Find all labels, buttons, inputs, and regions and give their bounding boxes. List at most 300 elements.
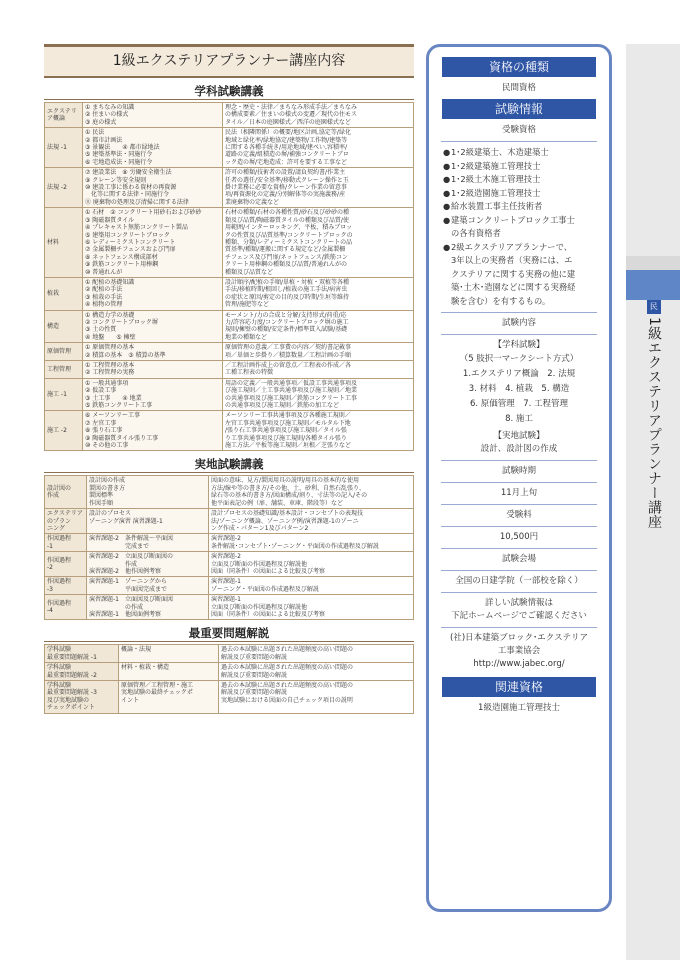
row-description bbox=[209, 552, 414, 577]
row-description-text: 民法（相隣関係）の概要/地区計画,協定等/緑化 bbox=[225, 129, 351, 137]
row-description-text: 解説及び重要問題の解説 bbox=[221, 689, 288, 697]
row-heading-text: ニング bbox=[47, 524, 65, 532]
juken-list bbox=[443, 146, 603, 308]
jiki-value: 11月上旬 bbox=[500, 488, 538, 498]
row-item-text: の作成 bbox=[89, 603, 144, 611]
juken-item-text: 2級エクステリアプランナーで、 bbox=[451, 241, 573, 252]
row-heading-text: 施工 -1 bbox=[47, 390, 67, 398]
row-heading bbox=[45, 168, 83, 208]
table-row bbox=[45, 534, 414, 552]
row-heading bbox=[45, 411, 83, 451]
divider bbox=[441, 548, 597, 549]
juken-item-text: 1･2級造園施工管理技士 bbox=[451, 187, 541, 198]
detail-note-line: 下記ホームページでご確認ください bbox=[451, 611, 587, 621]
gakka-section-title: 学科試験講義 bbox=[44, 84, 414, 100]
row-description-text: の症状と原因/剪定の目的及び時期/生垣等維持 bbox=[225, 293, 350, 301]
mondai-section-title: 最重要問題解説 bbox=[44, 626, 414, 642]
row-item-text: ⑧ ネットフェンス構成部材 bbox=[85, 253, 158, 261]
row-heading bbox=[45, 476, 87, 509]
row-description-text: 立面及び断面の作図過程及び解説他 bbox=[211, 603, 308, 611]
jitchi-table bbox=[44, 475, 414, 620]
row-description-text: メーソンリー工事共通事項及び各種施工規則／ bbox=[225, 412, 351, 420]
row-item-text: ⑤ 建築用コンクリートブロック bbox=[85, 231, 170, 239]
row-item-text: ⑦ 左官工事 bbox=[85, 419, 117, 427]
juken-item-text: 築･土木･造園などに関する実務経 bbox=[451, 282, 576, 292]
table-row bbox=[45, 681, 414, 714]
row-items bbox=[83, 378, 223, 411]
course-content-panel bbox=[44, 44, 414, 714]
row-item-text: 平面図完成まで bbox=[89, 585, 168, 593]
table-row bbox=[45, 476, 414, 509]
divider bbox=[441, 460, 597, 461]
organization-info bbox=[429, 632, 609, 671]
row-items bbox=[83, 103, 223, 128]
row-description-text: 石材の種類/石材の各種性質/砂石及び砂砂の種 bbox=[225, 209, 350, 217]
kaijo-value: 全国の日建学院（一部校を除く） bbox=[455, 576, 583, 586]
row-item-text: ④ 地盤 ⑤ 擁壁 bbox=[85, 333, 136, 341]
row-items bbox=[83, 277, 223, 310]
row-description-text: 規則/擁壁の種類/安定条件/標準貫入試験/基礎 bbox=[225, 326, 348, 334]
row-item-text: ③ 植栽の手法 bbox=[85, 293, 123, 301]
organization-line: 工事業協会 bbox=[497, 646, 541, 656]
row-description bbox=[209, 509, 414, 534]
row-heading-text: 工程管理 bbox=[47, 365, 72, 373]
row-heading bbox=[45, 534, 87, 552]
row-heading-text: 原価管理 bbox=[47, 347, 72, 355]
row-heading-text: -1 bbox=[47, 542, 53, 550]
row-items bbox=[83, 168, 223, 208]
side-tab-text: 1級エクステリアプランナー講座 bbox=[646, 317, 662, 530]
row-items bbox=[83, 208, 223, 278]
juken-item-text: 給水装置工事主任技術者 bbox=[451, 201, 543, 211]
bullet-icon: ● bbox=[443, 174, 451, 184]
gakka-exam-line: （5 肢択一マークシート方式） bbox=[459, 354, 579, 364]
row-description-text: 質基準/種類/運搬に関する規定など/金属製柵 bbox=[225, 246, 346, 254]
divider bbox=[441, 141, 597, 142]
row-item-text: ⑥ 宅地造成法・同施行令 bbox=[85, 158, 153, 166]
row-items bbox=[119, 645, 219, 663]
row-item-text: 化等に関する法律・同施行令 bbox=[85, 191, 170, 199]
row-description-text: タイル／日本の庭園様式／西洋の庭園様式など bbox=[225, 118, 351, 126]
row-description-text: 理念・歴史・法律／まちなみ形成手法／まちなみ bbox=[225, 104, 358, 111]
row-items bbox=[119, 663, 219, 681]
row-item-text: ② 仮設工事 bbox=[85, 387, 117, 395]
row-description-text: 手法/移植時期/根回し/植栽の施工手法/病害虫 bbox=[225, 286, 348, 294]
row-description-text: ング作成・パターン1及びパターン2 bbox=[211, 524, 309, 532]
row-item-text: 演習課題-1 立面図及び断面図 bbox=[89, 596, 173, 604]
row-description-text: 種類及び品質など bbox=[225, 268, 274, 276]
table-row bbox=[45, 378, 414, 411]
row-heading-text: エクステリア概論 bbox=[47, 107, 77, 123]
juken-item-text: 験を含む）を有するもの。 bbox=[451, 295, 551, 306]
table-row bbox=[45, 411, 414, 451]
row-heading bbox=[45, 509, 87, 534]
table-row bbox=[45, 343, 414, 361]
divider bbox=[441, 504, 597, 505]
juken-item-text: 1･2級土木施工管理技士 bbox=[451, 174, 541, 184]
detail-note bbox=[429, 597, 609, 623]
juken-item-text: 3年以上の実務者（実務には、エ bbox=[451, 255, 573, 265]
ryo-value: 10,500円 bbox=[499, 532, 539, 542]
row-description-text: 項／単価と歩掛り／積算数量／工程計画の手順 bbox=[225, 351, 352, 359]
row-items bbox=[87, 534, 209, 552]
row-heading-text: 法規 -2 bbox=[47, 184, 67, 192]
row-description-text: 過去の本試験に出題された出題頻度の高い問題の bbox=[221, 682, 354, 689]
row-item-text: ⑤ 建築基準法・同施行令 bbox=[85, 151, 153, 159]
gakka-exam-line: 8. 施工 bbox=[505, 414, 533, 424]
row-item-text: 設計図の作成 bbox=[89, 477, 126, 485]
kanren-heading: 関連資格 bbox=[442, 677, 596, 697]
row-description bbox=[209, 577, 414, 595]
table-row bbox=[45, 208, 414, 278]
row-description-text: 演習課題-1 bbox=[211, 578, 241, 586]
row-items bbox=[83, 128, 223, 168]
row-item-text: ⑩ 普通れんが bbox=[85, 268, 123, 276]
juken-item-text: 1･2級建築士、木造建築士 bbox=[451, 147, 549, 157]
row-items bbox=[87, 595, 209, 620]
row-description-text: 解説及び重要問題の解説 bbox=[221, 671, 288, 679]
row-item-text: ⑦ 建設業法 ⑧ 労働安全衛生法 bbox=[85, 169, 172, 177]
row-item-text: 演習課題-2 他作図例考察 bbox=[89, 567, 161, 575]
row-heading-text: 材料 bbox=[47, 238, 60, 246]
table-row bbox=[45, 277, 414, 310]
row-heading bbox=[45, 378, 83, 411]
row-heading-text: 作図過程 bbox=[47, 578, 72, 586]
row-item-text: ④ 植物の管理 bbox=[85, 301, 123, 309]
row-description-text: 項/再資源化の定義/分別解体等の実施義務/産 bbox=[225, 191, 346, 199]
row-item-text: ⑨ 陶磁器質タイル張り工事 bbox=[85, 434, 159, 442]
row-item-text: ② 都市計画法 bbox=[85, 136, 123, 144]
row-heading bbox=[45, 208, 83, 278]
row-items bbox=[83, 361, 223, 379]
row-description bbox=[219, 645, 414, 663]
row-description-text: ／工程計画作成上の留意点／工程表の作成／各 bbox=[225, 362, 352, 369]
bullet-icon: ● bbox=[443, 214, 451, 225]
list-item bbox=[443, 146, 603, 160]
table-row bbox=[45, 577, 414, 595]
row-description-text: 立面及び断面の作図過程及び解説他 bbox=[211, 560, 308, 568]
row-heading-text: 法規 -1 bbox=[47, 144, 67, 152]
row-items bbox=[83, 343, 223, 361]
row-item-text: イント bbox=[121, 696, 140, 704]
naiyo-label: 試験内容 bbox=[501, 318, 536, 328]
row-item-text: 演習課題-2 条件解説～平面図 bbox=[89, 535, 173, 543]
row-item-text: 演習課題-1 ゾーニングから bbox=[89, 578, 167, 586]
row-heading-text: 作図過程 bbox=[47, 556, 72, 564]
row-heading bbox=[45, 343, 83, 361]
row-description-text: モーメント/力の合成と分解/支持形式/荷重/応 bbox=[225, 311, 347, 319]
row-description-text: 許可の種類/技術者の設置/請負契約書/作業主 bbox=[225, 169, 346, 177]
mondai-table bbox=[44, 644, 414, 713]
row-description-text: 類及び品質/陶磁器質タイルの種類及び品質/使 bbox=[225, 216, 349, 224]
page-title: 1級エクステリアプランナー講座内容 bbox=[44, 44, 414, 78]
row-heading-text: 学科試験 bbox=[47, 646, 72, 654]
shurui-value: 民間資格 bbox=[501, 83, 536, 93]
gakka-exam-line: 1.エクステリア概論 2. 法規 bbox=[462, 369, 576, 379]
row-description-text: 過去の本試験に出題された出題頻度の高い問題の bbox=[221, 664, 354, 672]
divider bbox=[441, 526, 597, 527]
table-row bbox=[45, 168, 414, 208]
row-heading-text: 最重要問題解説 -3 bbox=[47, 689, 97, 697]
row-description-text: び施工規則／土工事共通事項及び施工規則／地業 bbox=[225, 387, 358, 395]
row-item-text: ② 住まいの様式 bbox=[85, 111, 129, 119]
row-item-text: 演習課題-2 立面及び断面図の bbox=[89, 553, 173, 561]
row-heading bbox=[45, 645, 119, 663]
row-heading-text: -3 bbox=[47, 585, 53, 593]
bullet-icon: ● bbox=[443, 187, 451, 198]
row-description bbox=[223, 103, 414, 128]
table-row bbox=[45, 310, 414, 343]
row-heading-text: 作図過程 bbox=[47, 535, 72, 543]
kaijo-label: 試験会場 bbox=[501, 554, 536, 564]
row-description-text: に関する各種手続き/用途地域/建ぺい,容積率/ bbox=[225, 144, 347, 152]
row-heading-text: のプラン bbox=[47, 517, 72, 525]
row-heading-text: 設計図の bbox=[47, 484, 72, 492]
list-item bbox=[443, 187, 603, 201]
row-item-text: ① 原価管理の基本 bbox=[85, 344, 135, 352]
kanren-value: 1級造園施工管理技士 bbox=[478, 703, 560, 713]
row-description-text: の共通事項及び施工規則／鉄筋の加工など bbox=[225, 402, 340, 410]
row-item-text: 実地試験の最終チェックポ bbox=[121, 689, 193, 697]
side-tab-title bbox=[640, 300, 664, 529]
jiki-label: 試験時期 bbox=[501, 466, 536, 476]
row-heading bbox=[45, 103, 83, 128]
row-heading-text: 作成 bbox=[47, 492, 60, 500]
row-description-text: の共通事項及び施工規則／鉄筋コンクリート工事 bbox=[225, 394, 357, 402]
row-description-text: 図面の意味、見方/製図用具の説明/用具の基本的な使用 bbox=[211, 477, 360, 485]
row-item-text: ⑩ 建設工事に係わる資材の再資源 bbox=[85, 184, 177, 192]
row-item-text: ③ 土の性質 bbox=[85, 326, 117, 334]
row-heading-text: -2 bbox=[47, 564, 53, 572]
gakka-table bbox=[44, 102, 414, 451]
bullet-icon: ● bbox=[443, 147, 451, 157]
row-heading-text: -4 bbox=[47, 607, 53, 615]
organization-line: http://www.jabec.org/ bbox=[473, 659, 565, 669]
row-description-text: 設計プロセスの基礎知識/基本設計・コンセプトの表現技 bbox=[211, 510, 364, 518]
gakka-exam-line: 6. 原価管理 7. 工程管理 bbox=[469, 399, 569, 409]
list-item bbox=[443, 254, 603, 268]
row-item-text: ① 一般共通事項 bbox=[85, 379, 129, 387]
row-item-text: ① 工程管理の基本 bbox=[85, 362, 135, 369]
row-description bbox=[223, 128, 414, 168]
row-item-text: 演習課題-1 他図面例考察 bbox=[89, 610, 161, 618]
row-heading-text: 施工 -2 bbox=[47, 427, 67, 435]
juken-item-text: 1･2級建築施工管理技士 bbox=[451, 160, 541, 171]
row-heading-text: 最重要問題解説 -1 bbox=[47, 653, 97, 661]
row-item-text: 原価管理／工程管理・施工 bbox=[121, 682, 194, 689]
gakka-exam-label: 【学科試験】 bbox=[493, 340, 545, 350]
row-item-text: ① 構造力学の基礎 bbox=[85, 311, 135, 319]
row-item-text: ⑨ クレーン等安全規則 bbox=[85, 176, 147, 184]
min-mark: 民 bbox=[647, 300, 661, 314]
row-description-text: 図面（同条件）の図面による比較及び考察 bbox=[211, 567, 326, 575]
joho-heading: 試験情報 bbox=[442, 99, 596, 119]
row-item-text: ③ 景観法 ④ 都市緑地法 bbox=[85, 144, 160, 152]
row-description bbox=[223, 411, 414, 451]
row-item-text: ⑩ その他の工事 bbox=[85, 442, 129, 450]
row-item-text: 作図手順 bbox=[89, 499, 114, 507]
row-heading bbox=[45, 595, 87, 620]
juken-item-text: クステリアに関する実務の他に建 bbox=[451, 268, 576, 279]
row-description bbox=[219, 681, 414, 714]
row-item-text: 作成 bbox=[89, 560, 138, 568]
row-description bbox=[223, 208, 414, 278]
list-item bbox=[443, 173, 603, 187]
row-item-text: 設計のプロセス bbox=[89, 510, 132, 518]
divider bbox=[441, 570, 597, 571]
row-item-text: ⑤ 鉄筋コンクリート工事 bbox=[85, 402, 153, 410]
row-item-text: ③ 陶磁器質タイル bbox=[85, 216, 135, 224]
table-row bbox=[45, 595, 414, 620]
row-item-text: 概論・法規 bbox=[121, 646, 152, 654]
row-heading-text: 学科試験 bbox=[47, 682, 72, 689]
row-description-text: 演習課題-1 bbox=[211, 596, 241, 604]
divider bbox=[441, 592, 597, 593]
row-items bbox=[87, 509, 209, 534]
list-item bbox=[443, 160, 603, 174]
row-description bbox=[209, 595, 414, 620]
row-description bbox=[223, 168, 414, 208]
row-description-text: ック造の塀/宅地造成：許可を要する工事など bbox=[225, 158, 348, 166]
row-description-text: 管理/施肥等など bbox=[225, 301, 270, 309]
row-heading bbox=[45, 128, 83, 168]
divider bbox=[441, 482, 597, 483]
row-item-text: 製図標準 bbox=[89, 492, 114, 500]
side-tab-separator bbox=[626, 256, 680, 270]
row-item-text: ① 石材 ② コンクリート用砂石および砂砂 bbox=[85, 209, 202, 217]
bullet-icon: ● bbox=[443, 201, 451, 211]
row-description-text: り工事共通事項及び施工規則/各種タイル張り bbox=[225, 434, 347, 442]
row-description-text: 方法/線や等の書き方/その他、土、砂利、自然石乱張り、 bbox=[211, 484, 366, 492]
row-item-text: 完成まで bbox=[89, 542, 150, 550]
divider bbox=[441, 312, 597, 313]
row-description-text: チフェンス及び門扉/ネットフェンス/鉄筋コン bbox=[225, 253, 348, 261]
ryo-label: 受験料 bbox=[506, 510, 532, 520]
table-row bbox=[45, 361, 414, 379]
row-description-text: 他平面表記の例（扉、舗装、車庫、階段等）など bbox=[211, 499, 344, 507]
row-heading bbox=[45, 361, 83, 379]
row-description-text: クリート用棒鋼の種類及び品質/普通れんがの bbox=[225, 261, 348, 269]
row-item-text: ① 配植の基礎知識 bbox=[85, 278, 135, 286]
row-description-text: 種類、分類/レディーミクストコンクリートの品 bbox=[225, 238, 353, 246]
organization-line: (社)日本建築ブロック･エクステリア bbox=[450, 633, 588, 643]
row-description-text: クの性質及び品質基準/コンクリートブロックの bbox=[225, 231, 353, 239]
list-item bbox=[443, 281, 603, 295]
row-description bbox=[219, 663, 414, 681]
row-description-text: 地域と緑化率/緑地協定/建築物/工作物/建築等 bbox=[225, 136, 348, 144]
side-tab-upper bbox=[626, 44, 680, 256]
row-item-text: ⑥ レディーミクストコンクリート bbox=[85, 238, 176, 246]
gakka-exam-line: 3. 材料 4. 植栽 5. 構造 bbox=[468, 384, 570, 394]
row-item-text: ① まちなみの知識 bbox=[85, 104, 135, 111]
row-item-text: ② 工程管理の実務 bbox=[85, 369, 135, 377]
divider bbox=[441, 334, 597, 335]
side-tab-accent bbox=[626, 270, 680, 300]
row-description bbox=[223, 343, 414, 361]
row-heading bbox=[45, 277, 83, 310]
row-heading-text: 学科試験 bbox=[47, 664, 72, 672]
juken-item-text: 建築コンクリートブロック工事士 bbox=[451, 214, 575, 225]
list-item bbox=[443, 200, 603, 214]
row-description bbox=[223, 277, 414, 310]
table-row bbox=[45, 509, 414, 534]
table-row bbox=[45, 128, 414, 168]
row-description-text: 工種工程表の特徴 bbox=[225, 369, 274, 377]
table-row bbox=[45, 663, 414, 681]
row-item-text: ② コンクリートブロック塀 bbox=[85, 318, 158, 326]
jitchi-exam-label: 【実地試験】 bbox=[493, 431, 545, 441]
row-description-text: 業廃棄物の定義など bbox=[225, 198, 280, 206]
row-item-text: ④ プレキャスト無筋コンクリート製品 bbox=[85, 224, 188, 232]
row-heading bbox=[45, 552, 87, 577]
row-description-text: 実地試験における図面の自己チェック項目の説明 bbox=[221, 696, 353, 704]
row-description-text: 道路の定義/組積造の塀/補強コンクリートブロ bbox=[225, 151, 349, 159]
bullet-icon: ● bbox=[443, 160, 451, 171]
row-description-text: 図面（同条件）の図面による比較及び考察 bbox=[211, 610, 326, 618]
row-heading-text: チェックポイント bbox=[47, 704, 95, 712]
row-description-text: 力/許容応力度/コンクリートブロック塀の施工 bbox=[225, 318, 349, 326]
row-description-text: 緑石等の基本的書き方/図面構成/割り、寸法等の記入/その bbox=[211, 492, 368, 500]
row-item-text: ⑪ 廃棄物の処理及び清掃に関する法律 bbox=[85, 198, 189, 206]
row-heading-text: 最重要問題解説 -2 bbox=[47, 671, 97, 679]
row-heading-text: エクステリア bbox=[47, 510, 83, 518]
row-description-text: 演習課題-2 bbox=[211, 553, 241, 561]
row-description-text: 演習課題-2 bbox=[211, 535, 241, 543]
row-heading-text: 植栽 bbox=[47, 290, 60, 298]
detail-note-line: 詳しい試験情報は bbox=[484, 598, 553, 608]
jitchi-exam-value: 設計、設計図の作成 bbox=[480, 444, 558, 454]
row-items bbox=[119, 681, 219, 714]
row-description-text: /張り石工事共通事項及び施工規則／タイル張 bbox=[225, 427, 347, 435]
row-description-text: 左官工事共通事項及び施工規則／モルタル下地 bbox=[225, 419, 351, 427]
bullet-icon: ● bbox=[443, 241, 451, 252]
gakka-exam-lines bbox=[429, 352, 609, 427]
row-heading-text: 構造 bbox=[47, 322, 60, 330]
row-heading bbox=[45, 577, 87, 595]
list-item bbox=[443, 241, 603, 255]
row-items bbox=[87, 476, 209, 509]
row-items bbox=[83, 310, 223, 343]
row-description-text: 施工方法／平板等施工規則／垣根／芝張りなど bbox=[225, 442, 352, 450]
row-description-text: 過去の本試験に出題された出題頻度の高い問題の bbox=[221, 646, 354, 654]
row-description-text: 設計順序/配植の手順/単植・対植・双植等各種 bbox=[225, 278, 350, 286]
row-item-text: ⑥ メーソンリー工事 bbox=[85, 412, 141, 420]
row-item-text: ゾーニング演習 演習課題-1 bbox=[89, 517, 163, 525]
row-description-text: 用範囲/インターロッキング、平板、積みブロッ bbox=[225, 224, 353, 232]
row-heading bbox=[45, 681, 119, 714]
row-description-text: 条件解説･コンセプト･ゾーニング・平面図の作成過程及び解説 bbox=[211, 542, 379, 550]
row-items bbox=[83, 411, 223, 451]
row-item-text: ⑨ 鉄筋コンクリート用棒鋼 bbox=[85, 261, 159, 269]
list-item bbox=[443, 214, 603, 228]
row-description bbox=[223, 310, 414, 343]
table-row bbox=[45, 645, 414, 663]
row-item-text: ⑧ 張り石工事 bbox=[85, 427, 123, 435]
row-item-text: 材料・植栽・構造 bbox=[121, 664, 170, 672]
row-description-text: の構成要素／住まいの様式の変遷／現代の住モス bbox=[225, 111, 358, 119]
list-item bbox=[443, 268, 603, 282]
row-item-text: ① 民法 bbox=[85, 129, 105, 137]
row-item-text: ② 配植の手法 bbox=[85, 286, 123, 294]
row-description bbox=[209, 534, 414, 552]
row-item-text: ③ 土工事 ④ 地業 bbox=[85, 394, 142, 402]
row-description-text: 用語の定義／一般共通事項／仮設工事共通事項及 bbox=[225, 379, 358, 387]
row-item-text: ⑦ 金属製柵チフェンスおよび門扉 bbox=[85, 246, 176, 254]
list-item bbox=[443, 295, 603, 309]
table-row bbox=[45, 552, 414, 577]
row-description bbox=[223, 361, 414, 379]
row-heading bbox=[45, 663, 119, 681]
